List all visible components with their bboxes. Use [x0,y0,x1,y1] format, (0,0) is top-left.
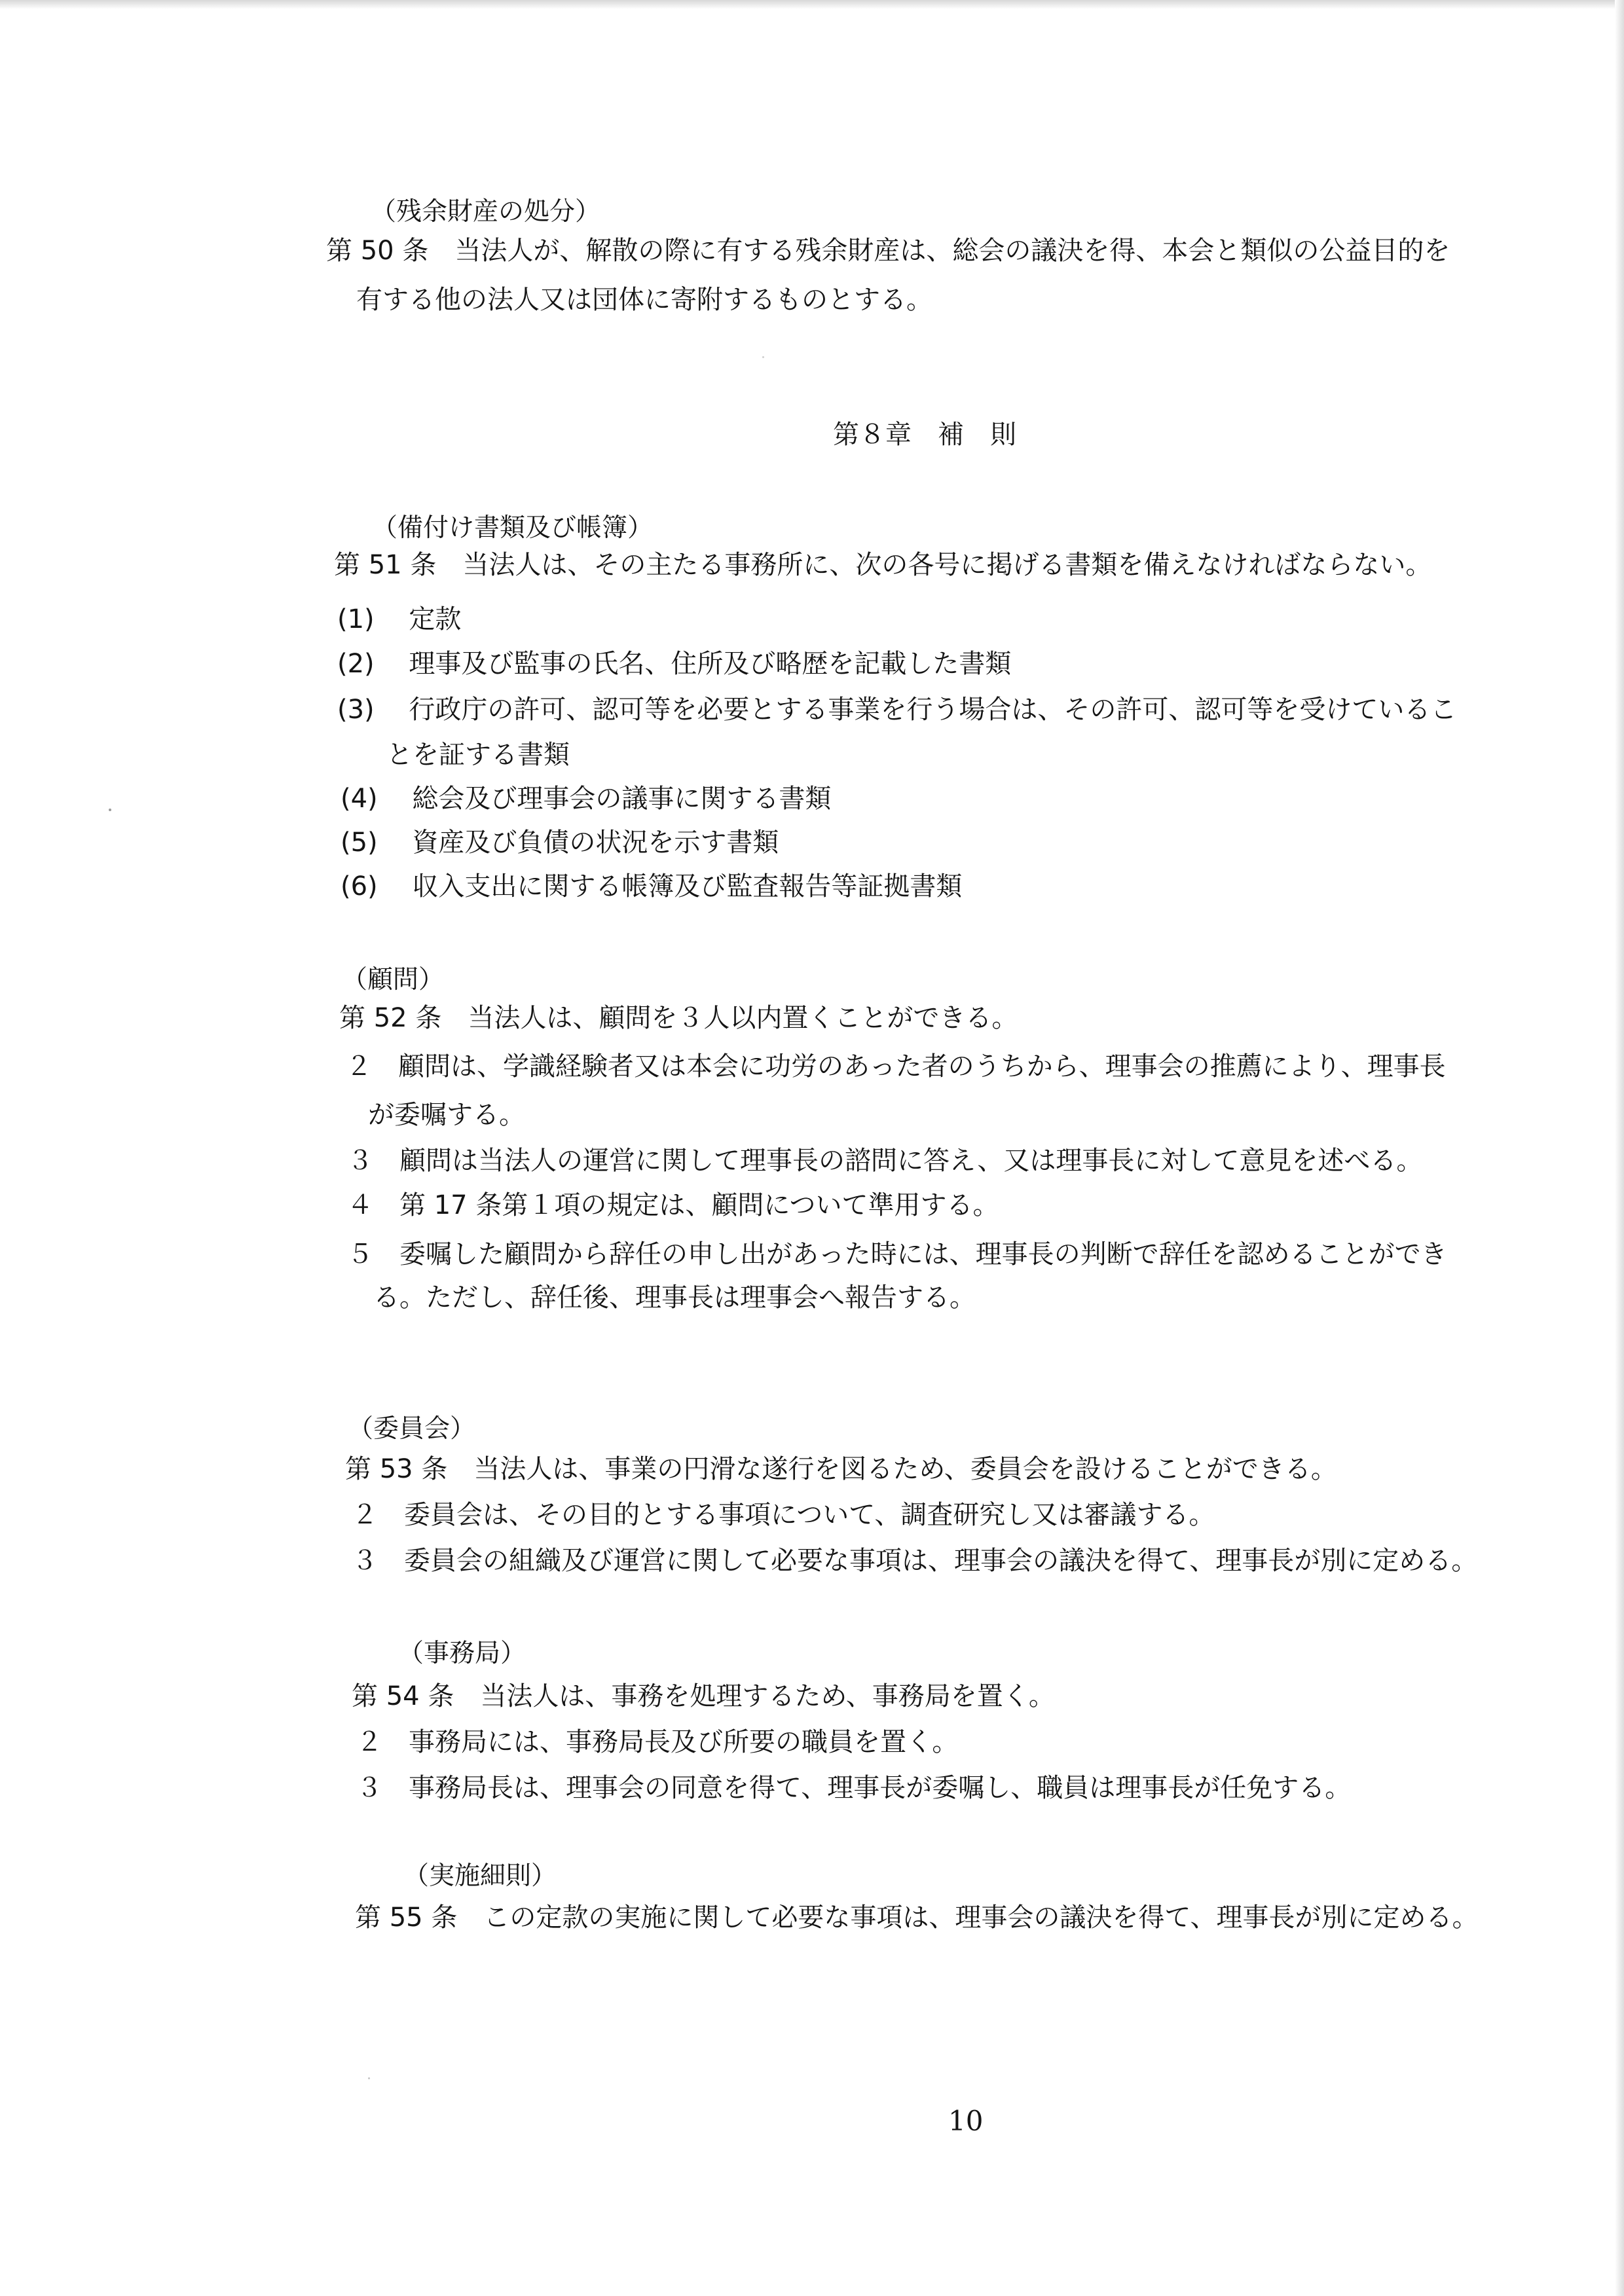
article-54-text: 第 54 条 当法人は、事務を処理するため、事務局を置く。 [352,1681,1055,1711]
article-54-para-3: ３ 事務局長は、理事会の同意を得て、理事長が委嘱し、職員は理事長が任免する。 [356,1773,1352,1803]
chapter-8-title: 第８章 補 則 [833,420,1016,450]
article-53-text: 第 53 条 当法人は、事業の円滑な遂行を図るため、委員会を設けることができる。 [345,1454,1337,1484]
article-51-text: 第 51 条 当法人は、その主たる事務所に、次の各号に掲げる書類を備えなければならない。 [334,550,1432,580]
article-51-item-3: (3) 行政庁の許可、認可等を必要とする事業を行う場合は、その許可、認可等を受けているこ [337,695,1457,725]
article-51-item-6: (6) 収入支出に関する帳簿及び監査報告等証拠書類 [341,871,963,902]
article-51-heading: （備付け書類及び帳簿） [372,513,654,543]
article-50-text-cont: 有する他の法人又は団体に寄附するものとする。 [356,285,932,315]
scan-speck [762,356,764,358]
article-53-heading: （委員会） [348,1414,476,1444]
article-52-para-2-cont: が委嘱する。 [368,1100,525,1130]
article-53-para-3: ３ 委員会の組織及び運営に関して必要な事項は、理事会の議決を得て、理事長が別に定める。 [352,1546,1478,1576]
article-51-item-3-cont: とを証する書類 [386,740,570,770]
article-50-text: 第 50 条 当法人が、解散の際に有する残余財産は、総会の議決を得、本会と類似の公益目的を [326,236,1450,266]
article-55-text: 第 55 条 この定款の実施に関して必要な事項は、理事会の議決を得て、理事長が別に定める。 [355,1903,1479,1933]
article-50-heading: （残余財産の処分） [371,197,601,227]
article-52-para-2: ２ 顧問は、学識経験者又は本会に功労のあった者のうちから、理事会の推薦により、理事長 [346,1051,1446,1082]
article-52-text: 第 52 条 当法人は、顧問を３人以内置くことができる。 [339,1003,1018,1033]
article-54-para-2: ２ 事務局には、事務局長及び所要の職員を置く。 [356,1727,959,1757]
scan-edge-top [0,0,1624,9]
article-51-item-2: (2) 理事及び監事の氏名、住所及び略歴を記載した書類 [337,649,1012,679]
article-51-item-1: (1) 定款 [337,604,462,634]
article-55-heading: （実施細則） [403,1861,557,1891]
scan-edge-right [1615,0,1624,2296]
page-number: 10 [948,2105,984,2137]
article-52-para-5: ５ 委嘱した顧問から辞任の申し出があった時には、理事長の判断で辞任を認めることができ [347,1239,1447,1269]
article-54-heading: （事務局） [398,1639,526,1668]
article-52-heading: （顧問） [342,965,445,994]
article-51-item-5: (5) 資産及び負債の状況を示す書類 [341,828,779,858]
scan-speck [368,2077,370,2079]
article-53-para-2: ２ 委員会は、その目的とする事項について、調査研究し又は審議する。 [352,1500,1215,1530]
article-52-para-5-cont: る。ただし、辞任後、理事長は理事会へ報告する。 [373,1283,976,1313]
article-52-para-3: ３ 顧問は当法人の運営に関して理事長の諮問に答え、又は理事長に対して意見を述べる。 [347,1146,1423,1176]
scan-speck [109,809,111,811]
article-52-para-4: ４ 第 17 条第１項の規定は、顧問について準用する。 [347,1190,999,1220]
article-51-item-4: (4) 総会及び理事会の議事に関する書類 [341,784,832,814]
